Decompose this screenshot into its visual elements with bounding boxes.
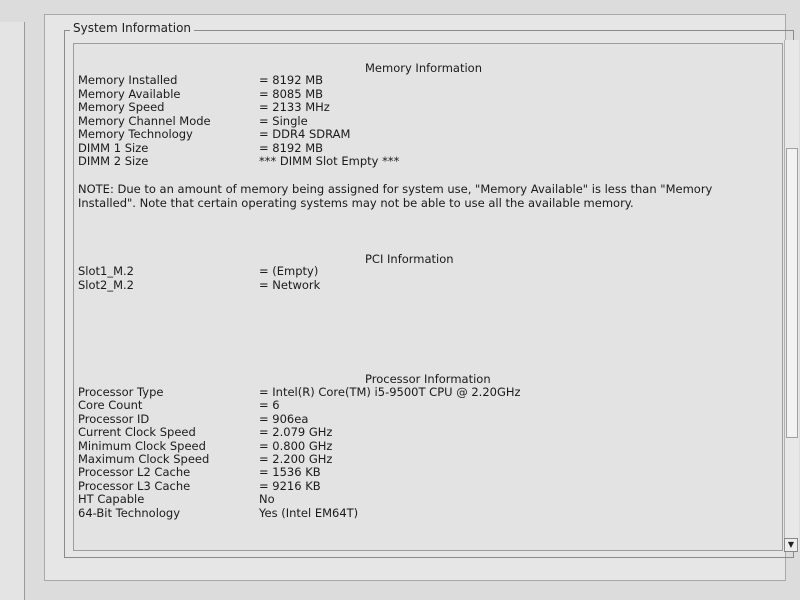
memory-note: NOTE: Due to an amount of memory being assigned for system use, "Memory Available" is less than "Memory Installed". Note that certain operating systems may not be able to use all the available memory. <box>78 182 713 210</box>
processor-info-label: Processor L3 Cache <box>78 478 191 493</box>
group-title: System Information <box>70 21 194 35</box>
memory-info-label: Memory Available <box>78 86 181 101</box>
memory-info-label: Memory Speed <box>78 100 165 114</box>
processor-info-value: = Intel(R) Core(TM) i5-9500T CPU @ 2.20GHz <box>259 385 521 399</box>
pci-information-heading: PCI Information <box>365 252 454 266</box>
processor-info-value: = 9216 KB <box>259 478 321 493</box>
processor-info-value: = 0.800 GHz <box>259 438 333 453</box>
memory-info-label: DIMM 1 Size <box>78 140 149 155</box>
processor-info-label: Processor L2 Cache <box>78 465 191 480</box>
arrow-down-icon: ▼ <box>787 540 795 549</box>
processor-info-value: Yes (Intel EM64T) <box>259 505 359 520</box>
memory-info-value: = 2133 MHz <box>259 100 330 114</box>
left-navigation-strip <box>0 22 25 600</box>
memory-information-heading: Memory Information <box>365 61 482 75</box>
pci-info-label: Slot2_M.2 <box>78 277 135 292</box>
processor-info-value: = 2.079 GHz <box>259 425 333 440</box>
memory-info-label: Memory Channel Mode <box>78 113 211 128</box>
memory-info-value: = 8085 MB <box>259 86 324 101</box>
processor-info-label: Minimum Clock Speed <box>78 438 206 453</box>
processor-info-label: Maximum Clock Speed <box>78 452 210 466</box>
processor-info-value: = 2.200 GHz <box>259 452 333 466</box>
memory-info-label: DIMM 2 Size <box>78 154 149 168</box>
memory-info-label: Memory Installed <box>78 73 178 87</box>
information-content-pane <box>73 43 783 551</box>
processor-info-value: No <box>259 492 275 507</box>
pci-info-value: = Network <box>259 277 321 292</box>
processor-info-label: Processor Type <box>78 385 164 399</box>
scrollbar-thumb[interactable] <box>786 148 798 438</box>
memory-info-value: = Single <box>259 113 308 128</box>
pci-info-value: = (Empty) <box>259 264 319 278</box>
processor-info-value: = 906ea <box>259 411 309 426</box>
pci-info-label: Slot1_M.2 <box>78 264 135 278</box>
processor-info-value: = 1536 KB <box>259 465 321 480</box>
scroll-down-button[interactable] <box>784 538 798 552</box>
memory-info-value: = DDR4 SDRAM <box>259 127 351 141</box>
processor-info-label: Processor ID <box>78 411 150 426</box>
memory-info-value: = 8192 MB <box>259 140 324 155</box>
processor-info-value: = 6 <box>259 398 280 413</box>
processor-info-label: Current Clock Speed <box>78 425 196 440</box>
memory-info-value: *** DIMM Slot Empty *** <box>259 154 400 168</box>
processor-info-label: 64-Bit Technology <box>78 505 181 520</box>
memory-info-value: = 8192 MB <box>259 73 324 87</box>
processor-info-label: Core Count <box>78 398 143 413</box>
memory-info-label: Memory Technology <box>78 127 193 141</box>
processor-information-heading: Processor Information <box>365 372 491 386</box>
processor-info-label: HT Capable <box>78 492 145 507</box>
